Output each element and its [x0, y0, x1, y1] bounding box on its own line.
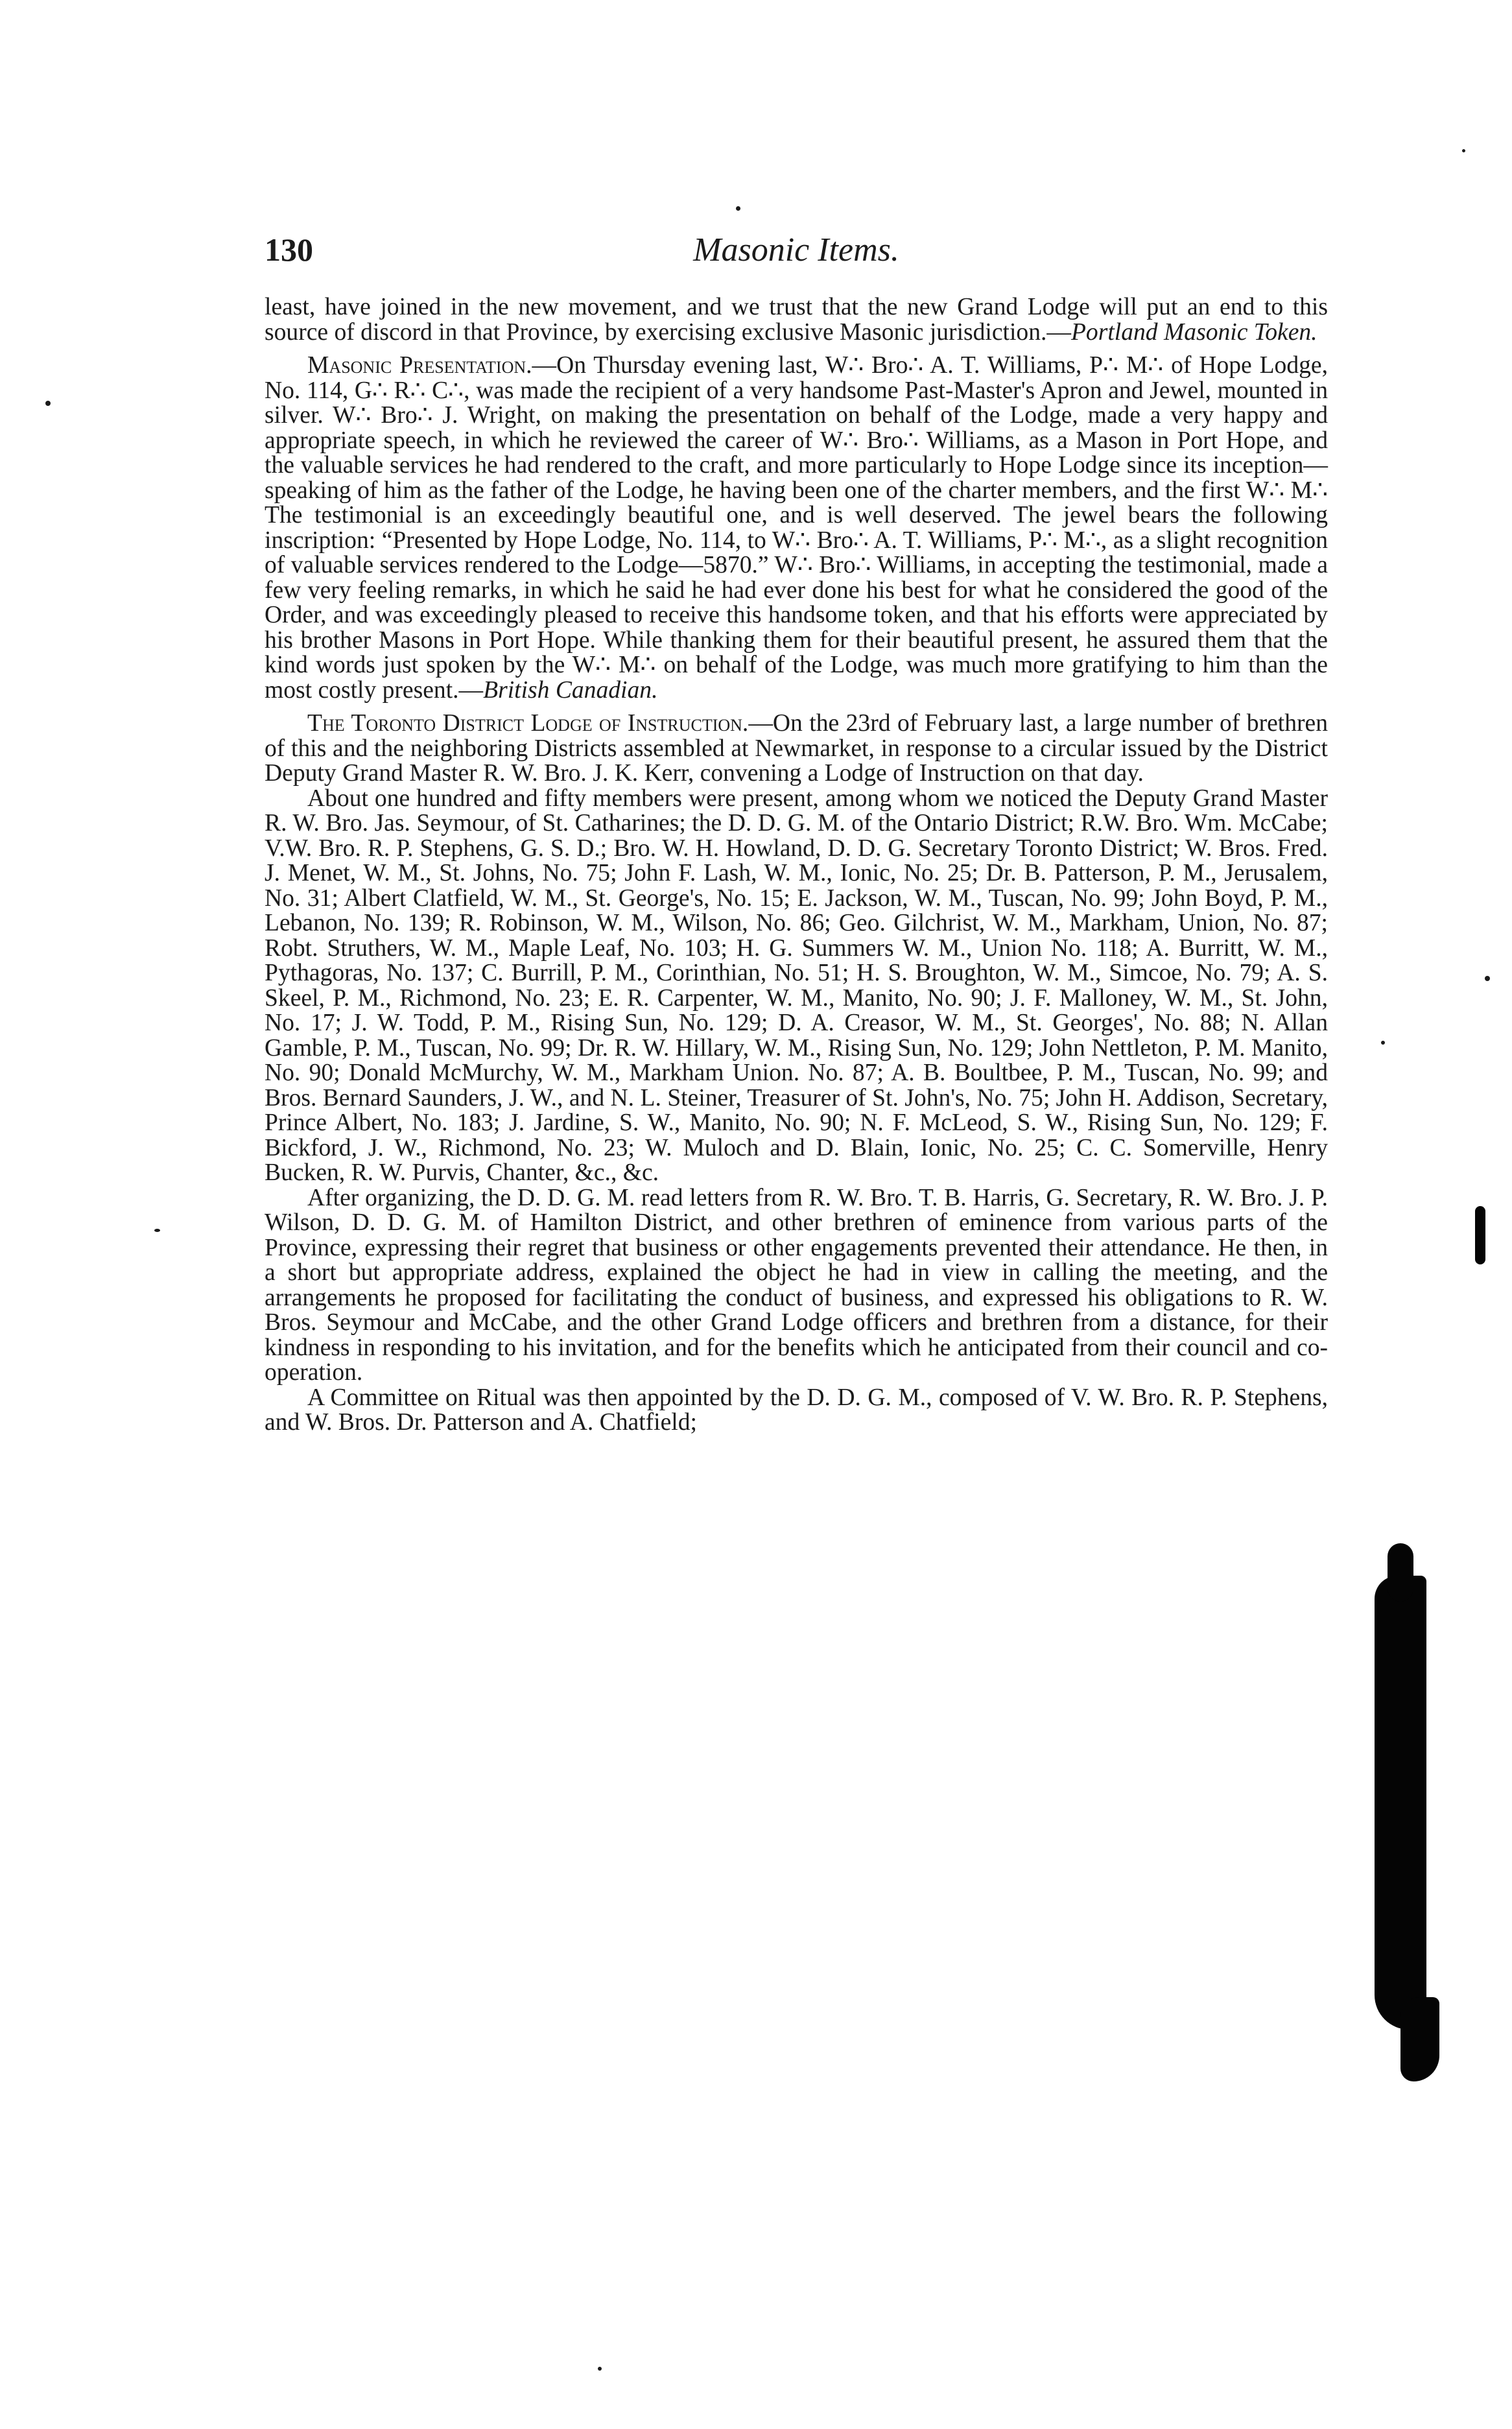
ink-stain — [1400, 1997, 1439, 2081]
dust-speck — [154, 1229, 160, 1232]
page-number: 130 — [265, 231, 313, 268]
running-head: Masonic Items. — [693, 231, 899, 268]
paragraph-attendees — [265, 787, 1328, 1186]
paragraph-text: —On Thursday evening last, W∴ Bro∴ A. T. Williams, P∴ M∴ of Hope Lodge, No. 114, G∴ R∴ C∴, was made the recipient of a very handsome Past-Master's Apron and Jewel, mounted in silver. W∴ Bro∴ J. Wright, on making the presentation on behalf of the Lodge, made a very happy and appropriate speech, in which he reviewed the career of W∴ Bro∴ Williams, as a Mason in Port Hope, and the valuable services he had rendered to the craft, and more particularly to Hope Lodge since its inception—speaking of him as the father of the Lodge, he having been one of the charter members, and the first W∴ M∴ The testimonial is an exceedingly beautiful one, and is well deserved. The jewel bears the following inscription: “Presented by Hope Lodge, No. 114, to W∴ Bro∴ A. T. Williams, P∴ M∴, as a slight recognition of valuable services rendered to the Lodge—5870.” W∴ Bro∴ Williams, in accepting the testimonial, made a few very feeling remarks, in which he said he had ever done his best for what he considered the good of the Order, and was exceedingly pleased to receive this handsome token, and that his efforts were appreciated by his brother Masons in Port Hope. While thanking them for their beautiful present, he assured them that the kind words just spoken by the W∴ M∴ on behalf of the Lodge, was much more gratifying to him than the most costly present.— — [265, 352, 1328, 704]
page-header — [265, 231, 1328, 276]
paragraph-masonic-presentation — [265, 353, 1328, 703]
paragraph-text: —On the 23rd of February last, a large number of brethren of this and the neighboring Districts assembled at Newmarket, in response to a circular issued by the District Deputy Grand Master R. W. Bro. J. K. Kerr, convening a Lodge of Instruction on that day. — [265, 710, 1328, 787]
body-text — [265, 295, 1328, 1436]
paragraph-committee — [265, 1386, 1328, 1436]
section-heading: Masonic Presentation. — [307, 352, 532, 379]
dust-speck — [1462, 149, 1465, 152]
paragraph-text: After organizing, the D. D. G. M. read letters from R. W. Bro. T. B. Harris, G. Secretary, R. W. Bro. J. P. Wilson, D. D. G. M. of Hamilton District, and other brethren of eminence from various parts of the Province, expressing their regret that business or other engagements prevented their attendance. He then, in a short but appropriate address, explained the object he had in view in calling the meeting, and the arrangements he proposed for facilitating the conduct of business, and expressed his obligations to R. W. Bros. Seymour and McCabe, and the other Grand Lodge officers and brethren from a distance, for their kindness in responding to his invitation, and for the benefits which he anticipated from their council and co-operation. — [265, 1184, 1328, 1386]
paragraph-lodge-of-instruction — [265, 711, 1328, 787]
section-heading: The Toronto District Lodge of Instruction. — [307, 710, 749, 737]
source-citation: Portland Masonic Token. — [1070, 318, 1317, 346]
dust-speck — [1485, 976, 1490, 981]
ink-stain — [1388, 1543, 1413, 1602]
paragraph-text: A Committee on Ritual was then appointed by the D. D. G. M., composed of V. W. Bro. R. P. Stephens, and W. Bros. Dr. Patterson and A. Chatfield; — [265, 1384, 1328, 1436]
dust-speck — [598, 2367, 602, 2371]
ink-stain — [1475, 1206, 1485, 1264]
paragraph-text: least, have joined in the new movement, and we trust that the new Grand Lodge will put an end to this source of discord in that Province, by exercising exclusive Masonic jurisdiction.— — [265, 294, 1328, 346]
paragraph-continuation — [265, 295, 1328, 345]
source-citation: British Canadian. — [483, 676, 658, 704]
paragraph-organizing — [265, 1186, 1328, 1386]
dust-speck — [736, 206, 740, 211]
ink-stain — [1375, 1576, 1426, 2030]
dust-speck — [1381, 1041, 1385, 1045]
paragraph-text: About one hundred and fifty members were present, among whom we noticed the Deputy Grand Master R. W. Bro. Jas. Seymour, of St. Catharines; the D. D. G. M. of the Ontario District; R.W. Bro. Wm. McCabe; V.W. Bro. R. P. Stephens, G. S. D.; Bro. W. H. Howland, D. D. G. Secretary Toronto District; W. Bros. Fred. J. Menet, W. M., St. Johns, No. 75; John F. Lash, W. M., Ionic, No. 25; Dr. B. Patterson, P. M., Jerusalem, No. 31; Albert Clatfield, W. M., St. George's, No. 15; E. Jackson, W. M., Tuscan, No. 99; John Boyd, P. M., Lebanon, No. 139; R. Robinson, W. M., Wilson, No. 86; Geo. Gilchrist, W. M., Markham, Union, No. 87; Robt. Struthers, W. M., Maple Leaf, No. 103; H. G. Summers W. M., Union No. 118; A. Burritt, W. M., Pythagoras, No. 137; C. Burrill, P. M., Corinthian, No. 51; H. S. Broughton, W. M., Simcoe, No. 79; A. S. Skeel, P. M., Richmond, No. 23; E. R. Carpenter, W. M., Manito, No. 90; J. F. Malloney, W. M., St. John, No. 17; J. W. Todd, P. M., Rising Sun, No. 129; D. A. Creasor, W. M., St. Georges', No. 88; N. Allan Gamble, P. M., Tuscan, No. 99; Dr. R. W. Hillary, W. M., Rising Sun, No. 129; John Nettleton, P. M. Manito, No. 90; Donald McMurchy, W. M., Markham Union. No. 87; A. B. Boultbee, P. M., Tuscan, No. 99; and Bros. Bernard Saunders, J. W., and N. L. Steiner, Treasurer of St. John's, No. 75; John H. Addison, Secretary, Prince Albert, No. 183; J. Jardine, S. W., Manito, No. 90; N. F. McLeod, S. W., Rising Sun, No. 129; F. Bickford, J. W., Richmond, No. 23; W. Muloch and D. Blain, Ionic, No. 25; C. C. Somerville, Henry Bucken, R. W. Purvis, Chanter, &c., &c. — [265, 785, 1328, 1186]
dust-speck — [45, 401, 51, 406]
